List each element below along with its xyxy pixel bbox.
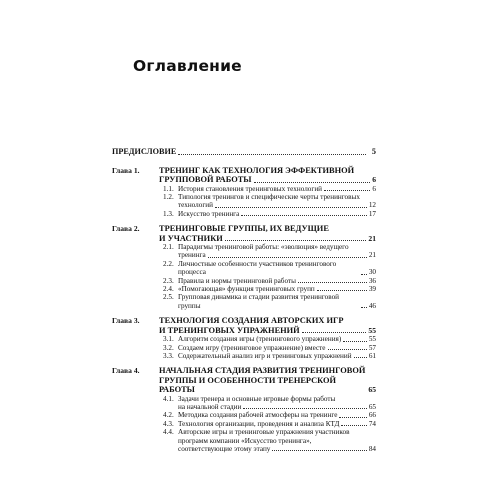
chapter-title-line: ТРЕНИНГОВЫЕ ГРУППЫ, ИХ ВЕДУЩИЕ (159, 224, 329, 234)
toc-chapter (112, 366, 376, 453)
table-of-contents (112, 148, 376, 453)
section-number: 4.2. (163, 411, 174, 420)
toc-page-number: 21 (368, 251, 376, 260)
section-title-line: Авторские игры и тренинговые упражнения участников (178, 428, 350, 437)
section-title-line: Методика создания рабочей атмосферы на тренинге (178, 411, 338, 420)
toc-chapter-heading[interactable] (112, 366, 376, 394)
toc-page-number: 30 (368, 268, 376, 277)
toc-page-number: 21 (368, 233, 376, 243)
chapter-label: Глава 2. (112, 224, 140, 234)
section-title-line: Групповая динамика и стадии развития тренинговой группы (178, 293, 340, 310)
toc-page-number: 46 (368, 301, 376, 310)
dot-leader (298, 282, 367, 283)
dot-leader (243, 408, 366, 409)
section-number: 2.3. (163, 276, 174, 285)
section-title-line: тренинга (178, 251, 206, 260)
section-title-line: Содержательный анализ игр и тренинговых упражнений (178, 351, 352, 360)
toc-page-number: 12 (368, 201, 376, 210)
chapter-title-line: ГРУППЫ И ОСОБЕННОСТИ ТРЕНЕРСКОЙ РАБОТЫ (159, 375, 337, 395)
chapter-label: Глава 3. (112, 316, 140, 326)
section-title-line: Искусство тренинга (178, 209, 240, 218)
toc-page-number: 57 (368, 343, 376, 352)
section-title-line: Задачи тренера и основные игровые формы работы (178, 394, 336, 403)
chapter-title-line: НАЧАЛЬНАЯ СТАДИЯ РАЗВИТИЯ ТРЕНИНГОВОЙ (159, 366, 366, 376)
section-title-line: на начальной стадии (178, 402, 242, 411)
toc-chapter (112, 224, 376, 310)
section-title-line: соответствующие этому этапу (178, 444, 271, 453)
toc-page-number: 6 (372, 184, 376, 193)
section-number: 3.3. (163, 351, 174, 360)
toc-section-entry[interactable] (112, 420, 376, 428)
section-title-line: программ компании «Искусство тренинга», (178, 436, 312, 445)
section-number: 3.1. (163, 335, 174, 344)
dot-leader (354, 357, 367, 358)
chapter-title (159, 224, 376, 243)
section-title-line: «Помогающая» функция тренинговых групп (178, 285, 315, 294)
chapter-title (159, 166, 376, 185)
toc-section-entry[interactable] (112, 210, 376, 218)
chapter-label: Глава 1. (112, 165, 140, 175)
section-title-line: технологий (178, 201, 213, 210)
dot-leader (361, 274, 367, 275)
section-number: 1.2. (163, 193, 174, 202)
dot-leader (208, 257, 367, 258)
toc-page-number: 74 (368, 419, 376, 428)
dot-leader (241, 215, 367, 216)
chapter-title-line: И ТРЕНИНГОВЫХ УПРАЖНЕНИЙ (159, 325, 300, 335)
toc-page-number: 61 (368, 351, 376, 360)
dot-leader (215, 207, 367, 208)
section-title-line: Личностные особенности участников тренингового процесса (178, 259, 337, 277)
dot-leader (178, 154, 366, 155)
section-number: 2.1. (163, 243, 174, 252)
toc-section-entry[interactable] (112, 185, 376, 193)
chapter-title-line: ТЕХНОЛОГИЯ СОЗДАНИЯ АВТОРСКИХ ИГР (159, 316, 344, 326)
toc-page-number: 6 (372, 175, 376, 185)
section-number: 2.5. (163, 293, 174, 302)
section-title-line: Технология организации, проведения и анализа КТД (178, 419, 340, 428)
toc-page-number: 65 (368, 385, 376, 395)
toc-section-entry[interactable] (112, 395, 376, 412)
toc-section-entry[interactable] (112, 193, 376, 210)
dot-leader (225, 240, 367, 241)
toc-page-number: 39 (368, 285, 376, 294)
dot-leader (341, 425, 366, 426)
chapter-title (159, 316, 376, 335)
chapter-title-line: ТРЕНИНГ КАК ТЕХНОЛОГИЯ ЭФФЕКТИВНОЙ (159, 165, 355, 175)
toc-page-number: 55 (368, 335, 376, 344)
page-title: Оглавление (133, 57, 242, 75)
section-title-line: Парадигмы тренинговой работы: «эволюция» ведущего (178, 243, 349, 252)
dot-leader (324, 190, 370, 191)
toc-entry-preface[interactable] (112, 148, 376, 157)
toc-page-number: 55 (368, 325, 376, 335)
toc-page-number: 66 (368, 411, 376, 420)
chapter-title-line: И УЧАСТНИКИ (159, 233, 223, 243)
toc-section-entry[interactable] (112, 285, 376, 293)
chapter-title (159, 366, 376, 394)
dot-leader (339, 417, 366, 418)
toc-page-number: 36 (368, 276, 376, 285)
toc-page-number: 5 (371, 147, 376, 156)
dot-leader (317, 290, 367, 291)
section-title-line: Правила и нормы тренинговой работы (178, 276, 296, 285)
section-title-line: История становления тренинговых технологий (178, 184, 323, 193)
section-title-line: Алгоритм создания игры (тренингового упражнения) (178, 335, 342, 344)
toc-section-entry[interactable] (112, 260, 376, 277)
toc-section-entry[interactable] (112, 428, 376, 453)
dot-leader (343, 341, 367, 342)
toc-chapter-heading[interactable] (112, 316, 376, 335)
section-number: 1.1. (163, 184, 174, 193)
dot-leader (254, 182, 371, 183)
toc-page-number: 65 (368, 402, 376, 411)
section-number: 3.2. (163, 343, 174, 352)
toc-section-entry[interactable] (112, 352, 376, 360)
section-number: 2.2. (163, 259, 174, 268)
toc-section-entry[interactable] (112, 335, 376, 343)
section-number: 1.3. (163, 209, 174, 218)
toc-section-entry[interactable] (112, 243, 376, 260)
toc-chapter (112, 166, 376, 218)
toc-section-entry[interactable] (112, 293, 376, 310)
chapter-title-line: ГРУППОВОЙ РАБОТЫ (159, 175, 252, 185)
dot-leader (302, 332, 367, 333)
toc-page-number: 84 (368, 444, 376, 453)
toc-chapter-heading[interactable] (112, 224, 376, 243)
toc-section-entry[interactable] (112, 277, 376, 285)
dot-leader (361, 307, 367, 308)
section-number: 4.4. (163, 428, 174, 437)
toc-page-number: 17 (368, 209, 376, 218)
chapter-label: Глава 4. (112, 366, 140, 376)
toc-section-entry[interactable] (112, 344, 376, 352)
section-number: 4.1. (163, 394, 174, 403)
toc-chapter (112, 316, 376, 360)
section-title-line: Создаем игру (тренинговое упражнение) вместе (178, 343, 326, 352)
toc-entry-label: ПРЕДИСЛОВИЕ (112, 147, 177, 156)
toc-chapter-heading[interactable] (112, 166, 376, 185)
dot-leader (328, 349, 367, 350)
section-title-line: Типология тренингов и специфические черты тренинговых (178, 193, 360, 202)
dot-leader (272, 450, 366, 451)
toc-section-entry[interactable] (112, 411, 376, 419)
section-number: 4.3. (163, 419, 174, 428)
section-number: 2.4. (163, 285, 174, 294)
